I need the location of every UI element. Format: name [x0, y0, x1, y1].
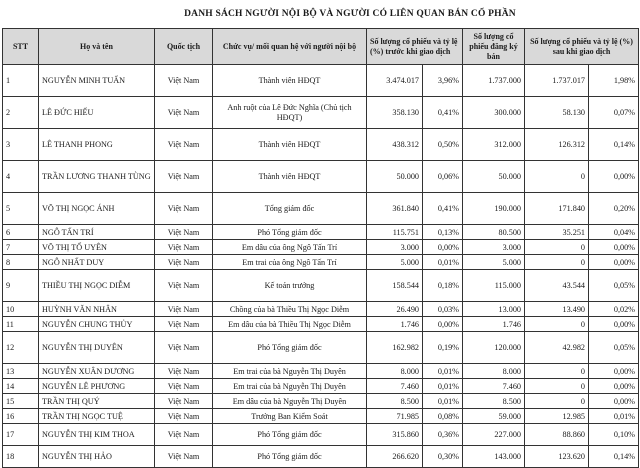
cell-after-qty: 0 [525, 317, 589, 332]
cell-name: NGUYỄN THỊ DUYÊN [39, 332, 155, 364]
cell-before-qty: 3.474.017 [367, 65, 423, 97]
cell-position: Anh ruột của Lê Đức Nghĩa (Chủ tịch HĐQT) [213, 97, 367, 129]
cell-before-pct: 0,01% [423, 255, 463, 270]
table-row [3, 65, 639, 97]
cell-position: Phó Tổng giám đốc [213, 446, 367, 468]
cell-before-pct: 0,00% [423, 317, 463, 332]
cell-nationality: Việt Nam [155, 255, 213, 270]
cell-after-qty: 42.982 [525, 332, 589, 364]
cell-nationality: Việt Nam [155, 270, 213, 302]
cell-name: NGUYỄN THỊ KIM THOA [39, 424, 155, 446]
cell-name: NGUYỄN LÊ PHƯƠNG [39, 379, 155, 394]
cell-before-qty: 7.460 [367, 379, 423, 394]
cell-before-qty: 3.000 [367, 240, 423, 255]
cell-position: Thành viên HĐQT [213, 129, 367, 161]
cell-after-qty: 1.737.017 [525, 65, 589, 97]
cell-stt: 3 [3, 129, 39, 161]
table-row [3, 255, 639, 270]
cell-after-pct: 0,05% [589, 270, 639, 302]
cell-before-qty: 50.000 [367, 161, 423, 193]
cell-after-qty: 126.312 [525, 129, 589, 161]
cell-registered: 143.000 [463, 446, 525, 468]
cell-nationality: Việt Nam [155, 394, 213, 409]
cell-after-qty: 12.985 [525, 409, 589, 424]
table-row [3, 161, 639, 193]
table-row [3, 332, 639, 364]
cell-stt: 15 [3, 394, 39, 409]
table-row [3, 446, 639, 468]
cell-after-pct: 0,02% [589, 302, 639, 317]
table-row [3, 424, 639, 446]
cell-stt: 1 [3, 65, 39, 97]
cell-position: Phó Tổng giám đốc [213, 225, 367, 240]
cell-after-pct: 0,20% [589, 193, 639, 225]
cell-after-pct: 0,00% [589, 161, 639, 193]
cell-registered: 80.500 [463, 225, 525, 240]
cell-name: TRẦN THỊ QUÝ [39, 394, 155, 409]
cell-before-pct: 0,36% [423, 424, 463, 446]
cell-after-qty: 0 [525, 161, 589, 193]
cell-after-qty: 0 [525, 255, 589, 270]
cell-nationality: Việt Nam [155, 65, 213, 97]
page-title: DANH SÁCH NGƯỜI NỘI BỘ VÀ NGƯỜI CÓ LIÊN QUAN BÁN CỔ PHẦN [184, 9, 516, 19]
cell-before-qty: 5.000 [367, 255, 423, 270]
table-row [3, 379, 639, 394]
cell-position: Thành viên HĐQT [213, 65, 367, 97]
table-row [3, 129, 639, 161]
cell-before-pct: 0,00% [423, 240, 463, 255]
cell-after-qty: 0 [525, 379, 589, 394]
cell-stt: 5 [3, 193, 39, 225]
cell-before-qty: 8.500 [367, 394, 423, 409]
cell-after-qty: 171.840 [525, 193, 589, 225]
cell-name: TRẦN THỊ NGỌC TUỆ [39, 409, 155, 424]
header-stt: STT [3, 29, 39, 65]
cell-before-qty: 162.982 [367, 332, 423, 364]
cell-registered: 3.000 [463, 240, 525, 255]
cell-nationality: Việt Nam [155, 332, 213, 364]
cell-before-qty: 115.751 [367, 225, 423, 240]
cell-before-pct: 0,01% [423, 379, 463, 394]
cell-before-pct: 0,03% [423, 302, 463, 317]
cell-registered: 1.737.000 [463, 65, 525, 97]
cell-name: LÊ THANH PHONG [39, 129, 155, 161]
cell-name: HUỲNH VĂN NHÂN [39, 302, 155, 317]
cell-nationality: Việt Nam [155, 161, 213, 193]
cell-stt: 18 [3, 446, 39, 468]
cell-position: Thành viên HĐQT [213, 161, 367, 193]
cell-before-pct: 0,19% [423, 332, 463, 364]
cell-after-pct: 0,00% [589, 255, 639, 270]
cell-position: Em dâu của bà Thiều Thị Ngọc Diễm [213, 317, 367, 332]
cell-name: NGUYỄN XUÂN DƯƠNG [39, 364, 155, 379]
cell-position: Kế toán trưởng [213, 270, 367, 302]
cell-name: NGUYỄN CHUNG THỦY [39, 317, 155, 332]
cell-registered: 50.000 [463, 161, 525, 193]
table-row [3, 240, 639, 255]
cell-nationality: Việt Nam [155, 379, 213, 394]
cell-after-qty: 13.490 [525, 302, 589, 317]
cell-after-qty: 123.620 [525, 446, 589, 468]
cell-position: Em trai của ông Ngô Tấn Trí [213, 255, 367, 270]
cell-before-pct: 3,96% [423, 65, 463, 97]
cell-position: Em trai của bà Nguyễn Thị Duyên [213, 364, 367, 379]
cell-after-pct: 0,14% [589, 129, 639, 161]
cell-registered: 300.000 [463, 97, 525, 129]
cell-position: Em trai của bà Nguyễn Thị Duyên [213, 379, 367, 394]
cell-before-pct: 0,18% [423, 270, 463, 302]
cell-before-qty: 8.000 [367, 364, 423, 379]
cell-before-qty: 315.860 [367, 424, 423, 446]
cell-after-pct: 0,10% [589, 424, 639, 446]
cell-after-qty: 35.251 [525, 225, 589, 240]
cell-registered: 13.000 [463, 302, 525, 317]
cell-after-pct: 0,00% [589, 364, 639, 379]
cell-nationality: Việt Nam [155, 193, 213, 225]
header-before: Số lượng cổ phiếu và tỷ lệ (%) trước khi giao dịch [367, 29, 463, 65]
cell-before-pct: 0,41% [423, 97, 463, 129]
cell-after-qty: 58.130 [525, 97, 589, 129]
cell-before-pct: 0,50% [423, 129, 463, 161]
cell-stt: 2 [3, 97, 39, 129]
cell-stt: 10 [3, 302, 39, 317]
cell-name: NGUYỄN MINH TUẤN [39, 65, 155, 97]
table-row [3, 97, 639, 129]
cell-registered: 59.000 [463, 409, 525, 424]
table-row [3, 364, 639, 379]
cell-nationality: Việt Nam [155, 364, 213, 379]
cell-name: VÕ THỊ TỐ UYÊN [39, 240, 155, 255]
cell-registered: 5.000 [463, 255, 525, 270]
cell-before-pct: 0,13% [423, 225, 463, 240]
cell-after-pct: 0,04% [589, 225, 639, 240]
cell-nationality: Việt Nam [155, 129, 213, 161]
cell-after-pct: 0,00% [589, 317, 639, 332]
cell-before-qty: 266.620 [367, 446, 423, 468]
cell-position: Chồng của bà Thiều Thị Ngọc Diễm [213, 302, 367, 317]
cell-nationality: Việt Nam [155, 317, 213, 332]
cell-before-qty: 26.490 [367, 302, 423, 317]
header-position: Chức vụ/ mối quan hệ với người nội bộ [213, 29, 367, 65]
cell-name: LÊ ĐỨC HIẾU [39, 97, 155, 129]
cell-after-pct: 0,00% [589, 394, 639, 409]
header-after: Số lượng cổ phiếu và tỷ lệ (%) sau khi giao dịch [525, 29, 639, 65]
cell-name: VÕ THỊ NGỌC ÁNH [39, 193, 155, 225]
cell-stt: 17 [3, 424, 39, 446]
cell-registered: 115.000 [463, 270, 525, 302]
cell-name: THIỀU THỊ NGỌC DIỄM [39, 270, 155, 302]
cell-registered: 1.746 [463, 317, 525, 332]
header-name: Họ và tên [39, 29, 155, 65]
cell-before-pct: 0,08% [423, 409, 463, 424]
cell-registered: 120.000 [463, 332, 525, 364]
cell-nationality: Việt Nam [155, 302, 213, 317]
cell-registered: 190.000 [463, 193, 525, 225]
cell-after-pct: 0,05% [589, 332, 639, 364]
cell-before-qty: 158.544 [367, 270, 423, 302]
cell-stt: 9 [3, 270, 39, 302]
cell-before-qty: 438.312 [367, 129, 423, 161]
cell-stt: 8 [3, 255, 39, 270]
cell-registered: 312.000 [463, 129, 525, 161]
cell-name: NGUYỄN THỊ HẢO [39, 446, 155, 468]
header-registered: Số lượng cổ phiếu đăng ký bán [463, 29, 525, 65]
cell-after-qty: 0 [525, 240, 589, 255]
cell-stt: 14 [3, 379, 39, 394]
cell-after-pct: 0,00% [589, 379, 639, 394]
cell-after-qty: 0 [525, 394, 589, 409]
cell-before-qty: 71.985 [367, 409, 423, 424]
cell-position: Em dâu của bà Nguyễn Thị Duyên [213, 394, 367, 409]
table-row [3, 193, 639, 225]
cell-stt: 7 [3, 240, 39, 255]
cell-position: Phó Tổng giám đốc [213, 332, 367, 364]
cell-after-pct: 1,98% [589, 65, 639, 97]
cell-stt: 13 [3, 364, 39, 379]
cell-nationality: Việt Nam [155, 409, 213, 424]
table-body [3, 65, 639, 468]
cell-nationality: Việt Nam [155, 240, 213, 255]
cell-position: Tổng giám đốc [213, 193, 367, 225]
cell-after-pct: 0,00% [589, 240, 639, 255]
table-row [3, 302, 639, 317]
cell-stt: 16 [3, 409, 39, 424]
cell-registered: 8.000 [463, 364, 525, 379]
cell-before-qty: 361.840 [367, 193, 423, 225]
insider-table [2, 28, 639, 468]
cell-stt: 11 [3, 317, 39, 332]
cell-before-pct: 0,06% [423, 161, 463, 193]
table-row [3, 317, 639, 332]
table-row [3, 270, 639, 302]
cell-stt: 6 [3, 225, 39, 240]
cell-stt: 4 [3, 161, 39, 193]
table-row [3, 225, 639, 240]
cell-registered: 7.460 [463, 379, 525, 394]
table-row [3, 409, 639, 424]
cell-after-pct: 0,14% [589, 446, 639, 468]
table-header-row [3, 29, 639, 65]
cell-after-qty: 0 [525, 364, 589, 379]
cell-position: Em dâu của ông Ngô Tấn Trí [213, 240, 367, 255]
cell-after-pct: 0,01% [589, 409, 639, 424]
cell-registered: 227.000 [463, 424, 525, 446]
cell-stt: 12 [3, 332, 39, 364]
header-nationality: Quốc tịch [155, 29, 213, 65]
cell-nationality: Việt Nam [155, 225, 213, 240]
cell-nationality: Việt Nam [155, 446, 213, 468]
cell-nationality: Việt Nam [155, 424, 213, 446]
cell-position: Phó Tổng giám đốc [213, 424, 367, 446]
cell-after-qty: 88.860 [525, 424, 589, 446]
cell-nationality: Việt Nam [155, 97, 213, 129]
cell-name: NGÔ TẤN TRÍ [39, 225, 155, 240]
cell-before-pct: 0,41% [423, 193, 463, 225]
cell-name: TRẦN LƯƠNG THANH TÙNG [39, 161, 155, 193]
cell-position: Trưởng Ban Kiểm Soát [213, 409, 367, 424]
cell-before-qty: 358.130 [367, 97, 423, 129]
cell-name: NGÔ NHẤT DUY [39, 255, 155, 270]
table-row [3, 394, 639, 409]
cell-before-pct: 0,30% [423, 446, 463, 468]
cell-before-pct: 0,01% [423, 394, 463, 409]
cell-after-qty: 43.544 [525, 270, 589, 302]
cell-registered: 8.500 [463, 394, 525, 409]
cell-before-pct: 0,01% [423, 364, 463, 379]
cell-after-pct: 0,07% [589, 97, 639, 129]
cell-before-qty: 1.746 [367, 317, 423, 332]
